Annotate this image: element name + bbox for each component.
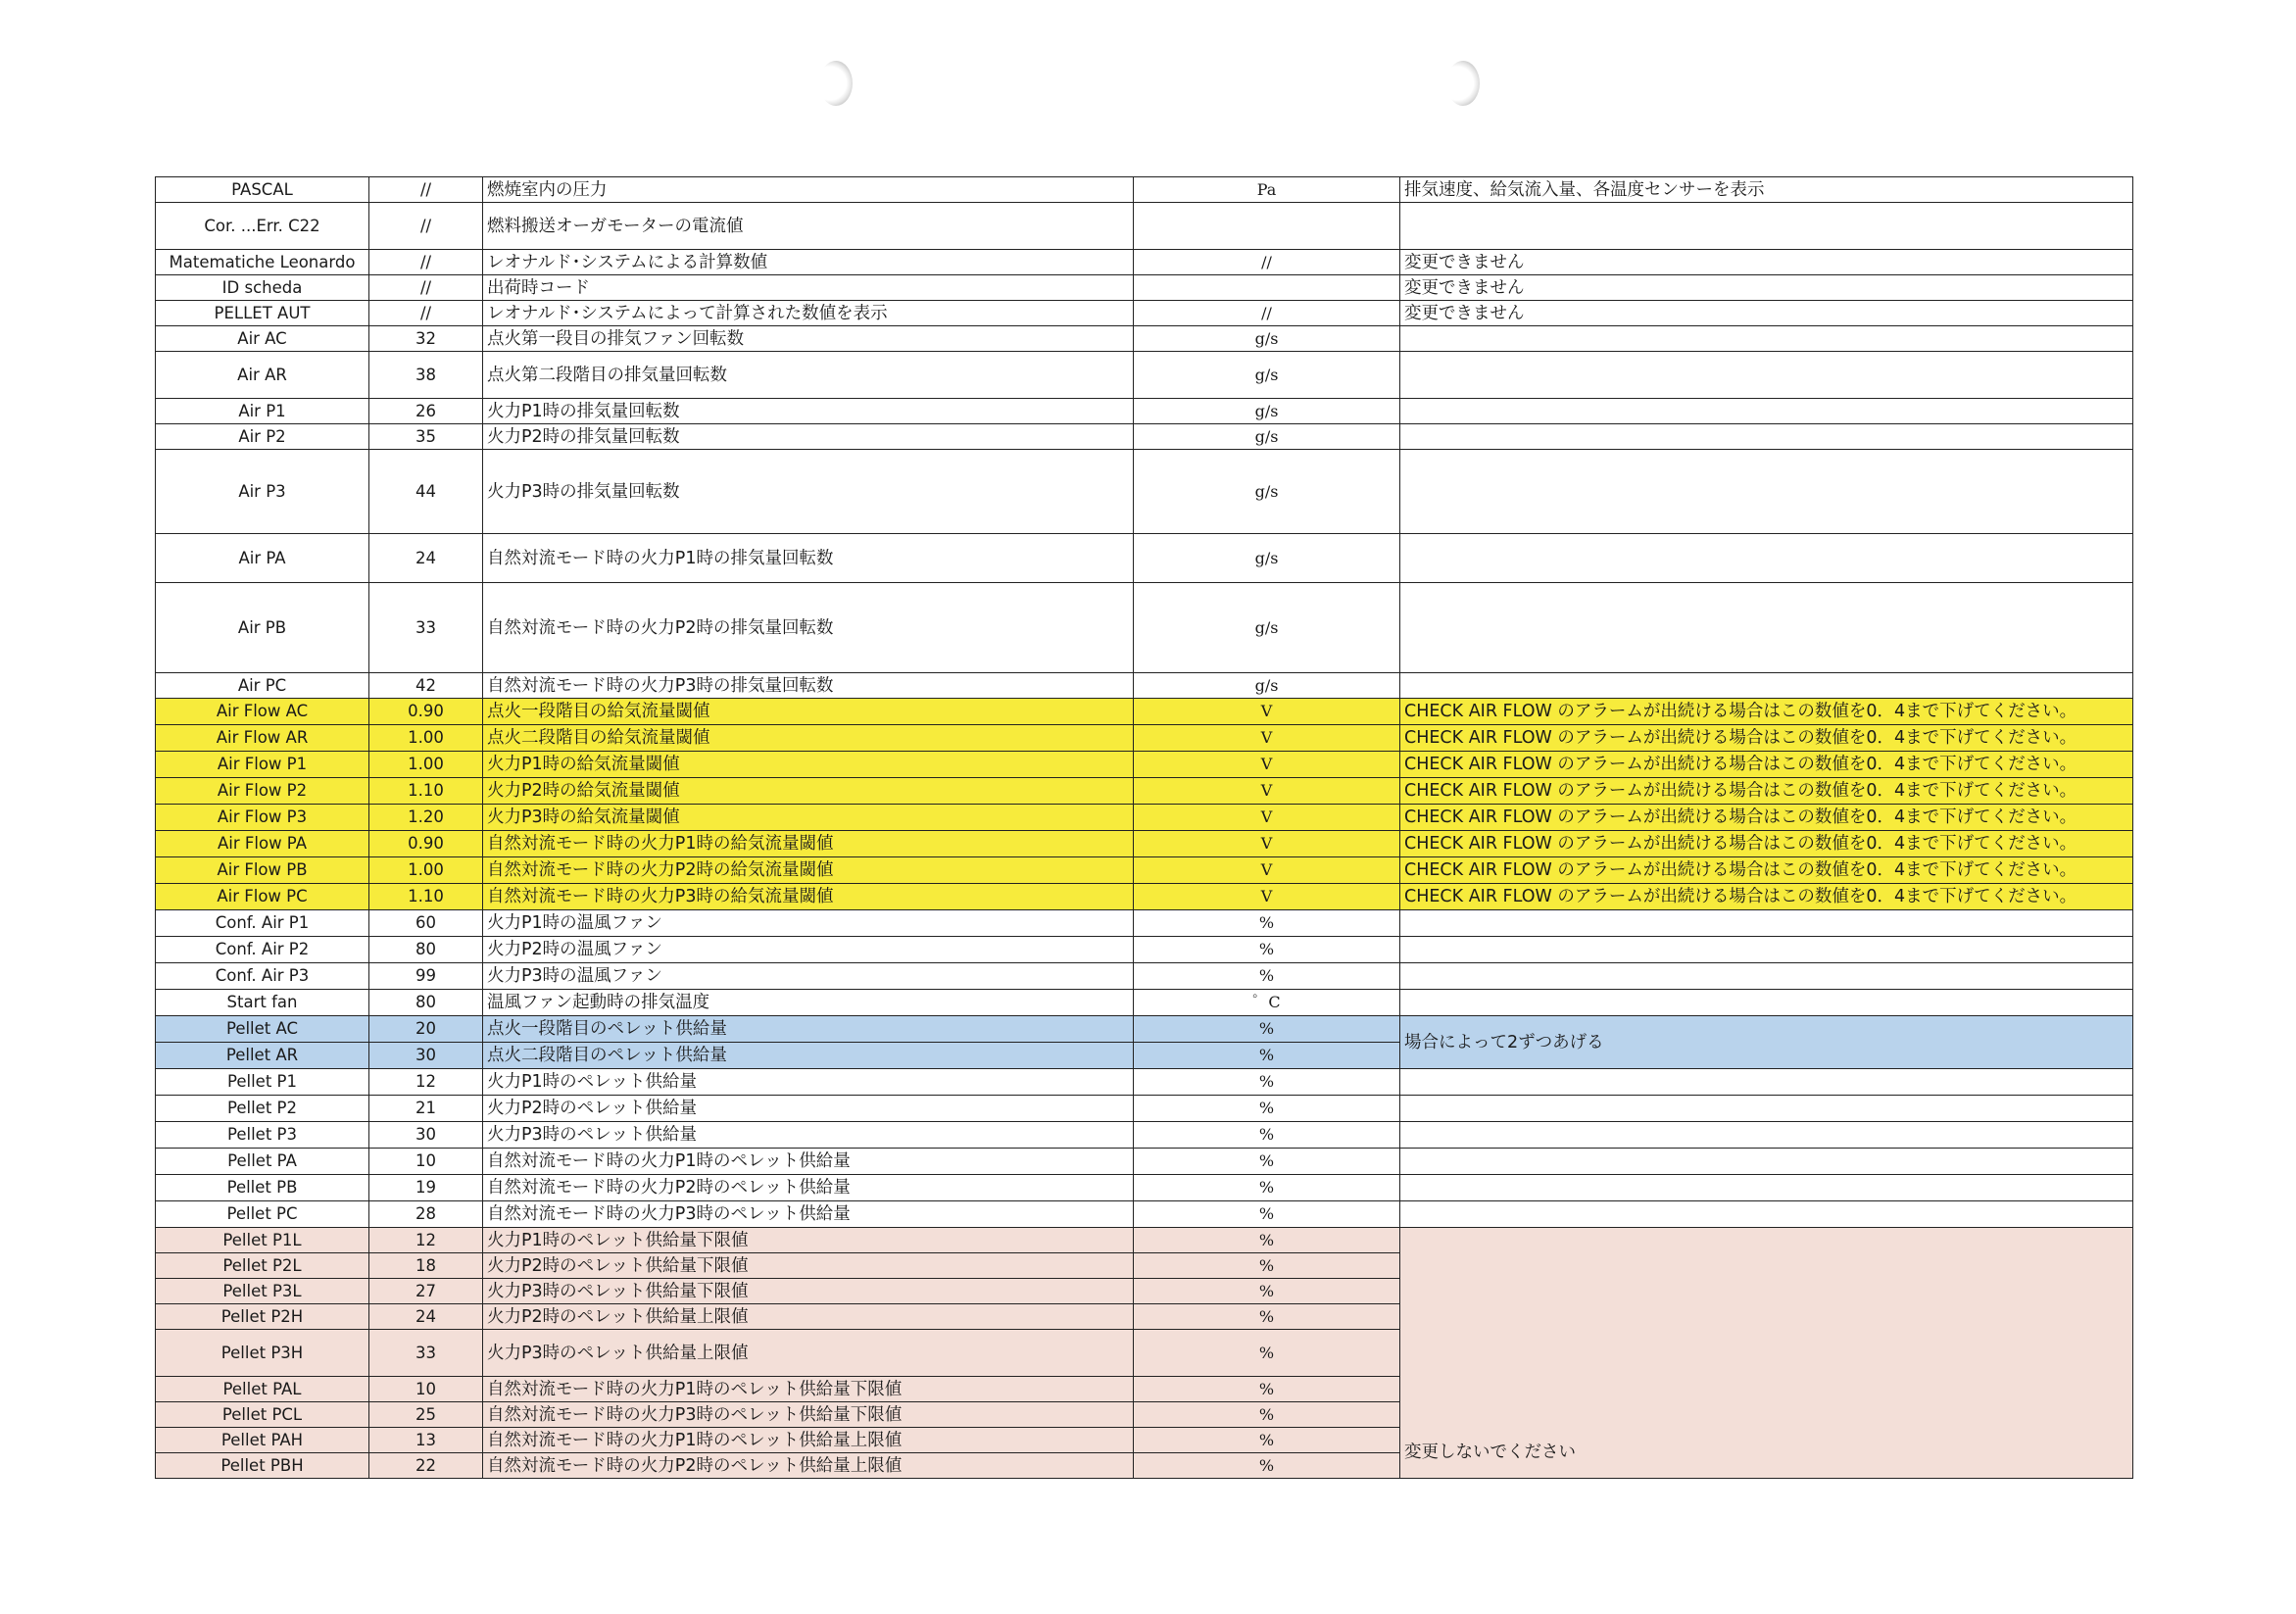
param-note-cell: CHECK AIR FLOW のアラームが出続ける場合はこの数値を0．4まで下げてください。 — [1400, 778, 2133, 805]
param-unit-cell: g/s — [1134, 326, 1400, 352]
table-row — [156, 275, 2133, 301]
note-cell-merged: 場合によって2ずつあげる — [1400, 1016, 2133, 1069]
param-unit-cell: V — [1134, 831, 1400, 857]
param-value-cell: 19 — [369, 1175, 483, 1201]
param-unit-cell: % — [1134, 963, 1400, 990]
param-note-cell — [1400, 1175, 2133, 1201]
table-row — [156, 884, 2133, 910]
param-description-cell: 自然対流モード時の火力P3時のペレット供給量下限値 — [483, 1402, 1134, 1428]
param-note-cell: 排気速度、給気流入量、各温度センサーを表示 — [1400, 177, 2133, 203]
table-row — [156, 424, 2133, 450]
table-row — [156, 534, 2133, 583]
param-unit-cell: % — [1134, 1377, 1400, 1402]
param-name-cell: Pellet P2 — [156, 1096, 369, 1122]
table-row — [156, 399, 2133, 424]
param-name-cell: Cor. ...Err. C22 — [156, 203, 369, 250]
punch-hole-right — [1446, 61, 1480, 106]
param-value-cell: 1.20 — [369, 805, 483, 831]
param-name-cell: Conf. Air P3 — [156, 963, 369, 990]
param-description-cell: 火力P1時の給気流量閾値 — [483, 752, 1134, 778]
parameter-table-body — [156, 177, 2133, 1479]
param-unit-cell: % — [1134, 1201, 1400, 1228]
param-value-cell: 35 — [369, 424, 483, 450]
param-name-cell: Air P1 — [156, 399, 369, 424]
param-description-cell: 火力P3時のペレット供給量 — [483, 1122, 1134, 1149]
param-value-cell: 33 — [369, 1330, 483, 1377]
param-description-cell: レオナルド･システムによって計算された数値を表示 — [483, 301, 1134, 326]
param-unit-cell: % — [1134, 1304, 1400, 1330]
param-unit-cell — [1134, 275, 1400, 301]
param-unit-cell: % — [1134, 1122, 1400, 1149]
table-row — [156, 805, 2133, 831]
param-description-cell: 火力P1時の排気量回転数 — [483, 399, 1134, 424]
param-description-cell: 点火第二段階目の排気量回転数 — [483, 352, 1134, 399]
param-description-cell: 点火一段階目の給気流量閾値 — [483, 699, 1134, 725]
param-name-cell: Air PA — [156, 534, 369, 583]
param-unit-cell: % — [1134, 1069, 1400, 1096]
param-name-cell: Air Flow PA — [156, 831, 369, 857]
table-row — [156, 203, 2133, 250]
param-note-cell: CHECK AIR FLOW のアラームが出続ける場合はこの数値を0．4まで下げてください。 — [1400, 699, 2133, 725]
param-value-cell: 13 — [369, 1428, 483, 1453]
param-name-cell: Start fan — [156, 990, 369, 1016]
table-row — [156, 699, 2133, 725]
table-row — [156, 1016, 2133, 1043]
param-name-cell: Pellet PC — [156, 1201, 369, 1228]
param-name-cell: Pellet AC — [156, 1016, 369, 1043]
param-unit-cell: % — [1134, 1043, 1400, 1069]
param-name-cell: Air P3 — [156, 450, 369, 534]
param-note-cell: CHECK AIR FLOW のアラームが出続ける場合はこの数値を0．4まで下げてください。 — [1400, 752, 2133, 778]
param-description-cell: 火力P2時のペレット供給量下限値 — [483, 1253, 1134, 1279]
param-name-cell: Conf. Air P2 — [156, 937, 369, 963]
param-name-cell: Pellet P3L — [156, 1279, 369, 1304]
param-description-cell: 自然対流モード時の火力P1時のペレット供給量上限値 — [483, 1428, 1134, 1453]
table-row — [156, 937, 2133, 963]
param-name-cell: Air AR — [156, 352, 369, 399]
param-unit-cell: % — [1134, 1279, 1400, 1304]
param-description-cell: 火力P1時の温風ファン — [483, 910, 1134, 937]
param-note-cell: 変更できません — [1400, 250, 2133, 275]
param-value-cell: 42 — [369, 673, 483, 699]
param-description-cell: 火力P3時の温風ファン — [483, 963, 1134, 990]
table-row — [156, 1201, 2133, 1228]
table-row — [156, 857, 2133, 884]
param-name-cell: Pellet P2H — [156, 1304, 369, 1330]
param-value-cell: 1.00 — [369, 857, 483, 884]
param-unit-cell: % — [1134, 1228, 1400, 1253]
param-description-cell: 自然対流モード時の火力P1時のペレット供給量下限値 — [483, 1377, 1134, 1402]
table-row — [156, 301, 2133, 326]
param-description-cell: 火力P2時のペレット供給量上限値 — [483, 1304, 1134, 1330]
param-value-cell: 1.10 — [369, 778, 483, 805]
table-row — [156, 177, 2133, 203]
param-note-cell: CHECK AIR FLOW のアラームが出続ける場合はこの数値を0．4まで下げてください。 — [1400, 884, 2133, 910]
param-description-cell: 火力P2時の温風ファン — [483, 937, 1134, 963]
param-name-cell: Pellet P1L — [156, 1228, 369, 1253]
param-unit-cell: V — [1134, 725, 1400, 752]
param-unit-cell: g/s — [1134, 583, 1400, 673]
param-unit-cell: // — [1134, 301, 1400, 326]
param-note-cell — [1400, 424, 2133, 450]
param-description-cell: 火力P3時のペレット供給量上限値 — [483, 1330, 1134, 1377]
param-unit-cell: g/s — [1134, 673, 1400, 699]
table-row — [156, 778, 2133, 805]
param-note-cell — [1400, 203, 2133, 250]
param-value-cell: // — [369, 250, 483, 275]
param-name-cell: Pellet PCL — [156, 1402, 369, 1428]
param-name-cell: Air AC — [156, 326, 369, 352]
param-unit-cell: % — [1134, 1016, 1400, 1043]
param-name-cell: Air Flow PC — [156, 884, 369, 910]
param-note-cell: CHECK AIR FLOW のアラームが出続ける場合はこの数値を0．4まで下げてください。 — [1400, 831, 2133, 857]
param-description-cell: 自然対流モード時の火力P1時のペレット供給量 — [483, 1149, 1134, 1175]
param-description-cell: 燃焼室内の圧力 — [483, 177, 1134, 203]
punch-hole-left — [819, 61, 853, 106]
table-row — [156, 831, 2133, 857]
param-name-cell: Pellet P2L — [156, 1253, 369, 1279]
param-unit-cell: g/s — [1134, 352, 1400, 399]
table-row — [156, 450, 2133, 534]
param-name-cell: Air Flow P3 — [156, 805, 369, 831]
param-value-cell: 20 — [369, 1016, 483, 1043]
param-name-cell: PASCAL — [156, 177, 369, 203]
param-description-cell: 温風ファン起動時の排気温度 — [483, 990, 1134, 1016]
param-note-cell — [1400, 1096, 2133, 1122]
param-value-cell: 10 — [369, 1377, 483, 1402]
table-row — [156, 250, 2133, 275]
param-name-cell: Pellet P3 — [156, 1122, 369, 1149]
param-value-cell: // — [369, 177, 483, 203]
param-name-cell: Pellet PA — [156, 1149, 369, 1175]
param-value-cell: // — [369, 301, 483, 326]
param-value-cell: 1.00 — [369, 725, 483, 752]
param-unit-cell — [1134, 203, 1400, 250]
param-value-cell: // — [369, 203, 483, 250]
param-value-cell: 22 — [369, 1453, 483, 1479]
param-value-cell: 12 — [369, 1069, 483, 1096]
param-description-cell: 火力P1時のペレット供給量 — [483, 1069, 1134, 1096]
param-value-cell: 24 — [369, 534, 483, 583]
param-note-cell — [1400, 673, 2133, 699]
param-name-cell: Pellet P3H — [156, 1330, 369, 1377]
param-note-cell — [1400, 963, 2133, 990]
param-name-cell: Matematiche Leonardo — [156, 250, 369, 275]
param-unit-cell: % — [1134, 1096, 1400, 1122]
param-note-cell — [1400, 990, 2133, 1016]
param-unit-cell: V — [1134, 884, 1400, 910]
param-note-cell: 変更できません — [1400, 301, 2133, 326]
param-description-cell: 火力P1時のペレット供給量下限値 — [483, 1228, 1134, 1253]
param-note-cell — [1400, 1149, 2133, 1175]
table-row — [156, 1069, 2133, 1096]
param-unit-cell: % — [1134, 937, 1400, 963]
param-note-cell — [1400, 937, 2133, 963]
param-description-cell: 点火二段階目のペレット供給量 — [483, 1043, 1134, 1069]
table-row — [156, 1175, 2133, 1201]
param-value-cell: 60 — [369, 910, 483, 937]
param-description-cell: 点火第一段目の排気ファン回転数 — [483, 326, 1134, 352]
param-unit-cell: ゜C — [1134, 990, 1400, 1016]
param-value-cell: // — [369, 275, 483, 301]
param-description-cell: 点火一段階目のペレット供給量 — [483, 1016, 1134, 1043]
param-description-cell: 火力P3時の給気流量閾値 — [483, 805, 1134, 831]
param-name-cell: Air Flow AC — [156, 699, 369, 725]
param-value-cell: 99 — [369, 963, 483, 990]
param-description-cell: 火力P3時の排気量回転数 — [483, 450, 1134, 534]
param-unit-cell: g/s — [1134, 399, 1400, 424]
param-value-cell: 12 — [369, 1228, 483, 1253]
param-value-cell: 38 — [369, 352, 483, 399]
param-unit-cell: // — [1134, 250, 1400, 275]
param-description-cell: 出荷時コード — [483, 275, 1134, 301]
parameter-table — [155, 176, 2133, 1479]
param-description-cell: 自然対流モード時の火力P3時のペレット供給量 — [483, 1201, 1134, 1228]
param-unit-cell: V — [1134, 699, 1400, 725]
param-name-cell: Air PC — [156, 673, 369, 699]
param-value-cell: 44 — [369, 450, 483, 534]
param-unit-cell: Pa — [1134, 177, 1400, 203]
param-unit-cell: g/s — [1134, 534, 1400, 583]
param-description-cell: 自然対流モード時の火力P1時の給気流量閾値 — [483, 831, 1134, 857]
param-note-cell — [1400, 1122, 2133, 1149]
param-value-cell: 21 — [369, 1096, 483, 1122]
param-note-cell — [1400, 1201, 2133, 1228]
table-row — [156, 1228, 2133, 1253]
table-row — [156, 352, 2133, 399]
param-unit-cell: g/s — [1134, 450, 1400, 534]
param-unit-cell: g/s — [1134, 424, 1400, 450]
param-value-cell: 28 — [369, 1201, 483, 1228]
param-description-cell: 自然対流モード時の火力P1時の排気量回転数 — [483, 534, 1134, 583]
param-name-cell: Air P2 — [156, 424, 369, 450]
param-description-cell: 自然対流モード時の火力P2時のペレット供給量上限値 — [483, 1453, 1134, 1479]
table-row — [156, 963, 2133, 990]
param-description-cell: 自然対流モード時の火力P3時の排気量回転数 — [483, 673, 1134, 699]
param-name-cell: ID scheda — [156, 275, 369, 301]
param-description-cell: 自然対流モード時の火力P2時の給気流量閾値 — [483, 857, 1134, 884]
param-name-cell: Air Flow AR — [156, 725, 369, 752]
param-value-cell: 10 — [369, 1149, 483, 1175]
param-name-cell: Pellet PB — [156, 1175, 369, 1201]
param-description-cell: 火力P2時の排気量回転数 — [483, 424, 1134, 450]
param-description-cell: 火力P2時の給気流量閾値 — [483, 778, 1134, 805]
param-unit-cell: V — [1134, 857, 1400, 884]
param-unit-cell: % — [1134, 1402, 1400, 1428]
param-unit-cell: V — [1134, 752, 1400, 778]
param-description-cell: 火力P2時のペレット供給量 — [483, 1096, 1134, 1122]
param-value-cell: 1.00 — [369, 752, 483, 778]
param-note-cell — [1400, 910, 2133, 937]
param-value-cell: 0.90 — [369, 831, 483, 857]
param-description-cell: 自然対流モード時の火力P2時の排気量回転数 — [483, 583, 1134, 673]
param-value-cell: 80 — [369, 990, 483, 1016]
table-row — [156, 673, 2133, 699]
param-value-cell: 26 — [369, 399, 483, 424]
param-name-cell: PELLET AUT — [156, 301, 369, 326]
table-row — [156, 1149, 2133, 1175]
param-note-cell: CHECK AIR FLOW のアラームが出続ける場合はこの数値を0．4まで下げてください。 — [1400, 725, 2133, 752]
param-value-cell: 25 — [369, 1402, 483, 1428]
note-cell-merged: 変更しないでください — [1400, 1228, 2133, 1479]
param-description-cell: 燃料搬送オーガモーターの電流値 — [483, 203, 1134, 250]
param-name-cell: Air Flow PB — [156, 857, 369, 884]
param-value-cell: 32 — [369, 326, 483, 352]
param-description-cell: 火力P3時のペレット供給量下限値 — [483, 1279, 1134, 1304]
param-name-cell: Pellet PAL — [156, 1377, 369, 1402]
param-name-cell: Pellet P1 — [156, 1069, 369, 1096]
param-note-cell — [1400, 352, 2133, 399]
param-unit-cell: V — [1134, 805, 1400, 831]
table-row — [156, 326, 2133, 352]
param-value-cell: 30 — [369, 1122, 483, 1149]
param-unit-cell: % — [1134, 1175, 1400, 1201]
param-value-cell: 18 — [369, 1253, 483, 1279]
table-row — [156, 583, 2133, 673]
param-value-cell: 80 — [369, 937, 483, 963]
param-value-cell: 0.90 — [369, 699, 483, 725]
table-row — [156, 1096, 2133, 1122]
param-description-cell: レオナルド･システムによる計算数値 — [483, 250, 1134, 275]
param-value-cell: 33 — [369, 583, 483, 673]
param-note-cell — [1400, 1069, 2133, 1096]
param-name-cell: Air Flow P1 — [156, 752, 369, 778]
param-name-cell: Air PB — [156, 583, 369, 673]
param-note-cell: CHECK AIR FLOW のアラームが出続ける場合はこの数値を0．4まで下げてください。 — [1400, 805, 2133, 831]
param-value-cell: 27 — [369, 1279, 483, 1304]
param-name-cell: Pellet PAH — [156, 1428, 369, 1453]
table-row — [156, 910, 2133, 937]
param-description-cell: 自然対流モード時の火力P3時の給気流量閾値 — [483, 884, 1134, 910]
param-unit-cell: % — [1134, 1149, 1400, 1175]
param-value-cell: 30 — [369, 1043, 483, 1069]
param-unit-cell: % — [1134, 1253, 1400, 1279]
param-description-cell: 自然対流モード時の火力P2時のペレット供給量 — [483, 1175, 1134, 1201]
param-note-cell — [1400, 450, 2133, 534]
table-row — [156, 990, 2133, 1016]
param-unit-cell: % — [1134, 910, 1400, 937]
param-note-cell: CHECK AIR FLOW のアラームが出続ける場合はこの数値を0．4まで下げてください。 — [1400, 857, 2133, 884]
param-note-cell — [1400, 534, 2133, 583]
param-unit-cell: % — [1134, 1330, 1400, 1377]
param-name-cell: Conf. Air P1 — [156, 910, 369, 937]
param-note-cell — [1400, 399, 2133, 424]
param-name-cell: Air Flow P2 — [156, 778, 369, 805]
param-name-cell: Pellet AR — [156, 1043, 369, 1069]
param-unit-cell: V — [1134, 778, 1400, 805]
param-note-cell — [1400, 326, 2133, 352]
table-row — [156, 1122, 2133, 1149]
param-name-cell: Pellet PBH — [156, 1453, 369, 1479]
param-unit-cell: % — [1134, 1428, 1400, 1453]
param-note-cell: 変更できません — [1400, 275, 2133, 301]
table-row — [156, 752, 2133, 778]
table-row — [156, 725, 2133, 752]
param-value-cell: 1.10 — [369, 884, 483, 910]
param-value-cell: 24 — [369, 1304, 483, 1330]
param-note-cell — [1400, 583, 2133, 673]
param-description-cell: 点火二段階目の給気流量閾値 — [483, 725, 1134, 752]
param-unit-cell: % — [1134, 1453, 1400, 1479]
